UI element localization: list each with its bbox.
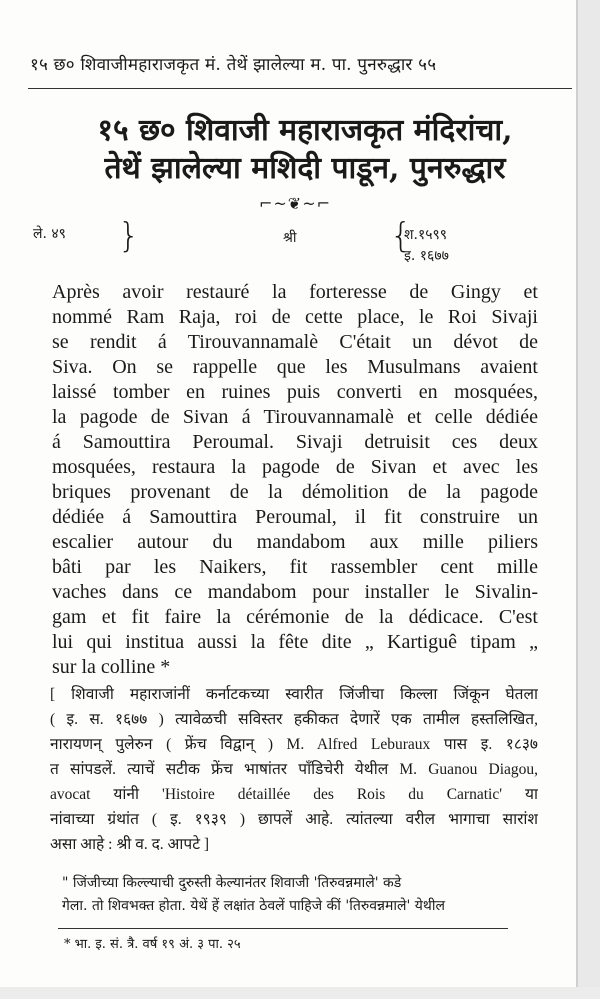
note-line: नांवाच्या ग्रंथांत ( इ. १९३९ ) छापलें आहे. त्यांतल्या वरील भागाचा सारांश <box>50 811 538 828</box>
body-line: vaches dans ce mandabom pour installer le Sivalin- <box>52 581 538 603</box>
page-bottom-edge <box>0 987 600 999</box>
invocation: श्री <box>283 230 297 246</box>
body-line: gam et fit faire la cérémonie de la dédicace. C'est <box>52 606 538 628</box>
body-line: lui qui institua aussi la fête dite „ Kartiguê tipam „ <box>52 631 538 653</box>
note-line: त सांपडलें. त्याचें सटीक फ्रेंच भाषांतर पाँडिचेरी येथील M. Guanou Diagou, <box>50 761 538 778</box>
date-block <box>404 225 449 267</box>
footnote-rule <box>58 928 508 929</box>
body-line: á Samouttira Peroumal. Sivaji detruisit ces deux <box>52 431 538 453</box>
note-line: [ शिवाजी महाराजांनीं कर्नाटकच्या स्वारीत जिंजीचा किल्ला जिंकून घेतला <box>50 686 538 703</box>
body-line: briques provenant de la démolition de la pagode <box>52 481 538 503</box>
left-brace: } <box>118 216 140 256</box>
body-line: escalier autour du mandabom aux mille piliers <box>52 531 538 553</box>
body-line: sur la colline * <box>52 656 171 678</box>
page-edge-shadow <box>576 0 600 999</box>
title-line-2: तेथें झालेल्या मशिदी पाडून, पुनरुद्धार <box>104 151 506 186</box>
body-line: dédiée á Samouttira Peroumal, il fit construire un <box>52 506 538 528</box>
body-line: bâti par les Naikers, fit rassembler cent mille <box>52 556 538 578</box>
body-line: nommé Ram Raja, roi de cette place, le Roi Sivaji <box>52 306 538 328</box>
body-line: mosquées, restaura la pagode de Sivan et avec les <box>52 456 538 478</box>
running-head-rule <box>28 88 572 89</box>
quote-line: गेला. तो शिवभक्त होता. येथें हें लक्षांत ठेवलें पाहिजे कीं 'तिरुवन्नमाले' येथील <box>62 898 445 914</box>
body-line: laissé tomber en ruines puis converti en mosquées, <box>52 381 538 403</box>
running-head: १५ छ० शिवाजीमहाराजकृत मं. तेथें झालेल्या म. पा. पुनरुद्धार ५५ <box>30 55 437 75</box>
body-line: se rendit á Tirouvannamalè C'était un dévot de <box>52 331 538 353</box>
body-line: Après avoir restauré la forteresse de Gingy et <box>52 281 538 303</box>
note-line: ( इ. स. १६७७ ) त्यावेळची सविस्तर हकीकत देणारें एक तामील हस्तलिखित, <box>50 711 538 728</box>
french-passage <box>52 280 538 680</box>
body-line: Siva. On se rappelle que les Musulmans avaient <box>52 356 538 378</box>
ornament-divider: ⌐~❦~⌐ <box>258 194 332 213</box>
translation-quote <box>62 872 538 918</box>
right-brace: { <box>390 216 412 256</box>
date-ad: इ. १६७७ <box>404 248 449 264</box>
note-line: असा आहे : श्री व. द. आपटे ] <box>50 836 210 853</box>
body-line: la pagode de Sivan á Tirouvannamalè et celle dédiée <box>52 406 538 428</box>
letter-number: ले. ४९ <box>33 226 66 242</box>
note-line: नारायणन् पुलेरुन ( फ्रेंच विद्वान् ) M. Alfred Leburaux पास इ. १८३७ <box>50 736 538 753</box>
section-title <box>40 112 570 188</box>
quote-line: " जिंजीच्या किल्ल्याची दुरुस्ती केल्यानंतर शिवाजी 'तिरुवन्नमाले' कडे <box>62 875 402 891</box>
footnote: * भा. इ. सं. त्रै. वर्ष १९ अं. ३ पा. २५ <box>64 937 241 952</box>
editor-note <box>50 682 538 857</box>
date-shaka: श.१५९९ <box>404 227 448 243</box>
note-line: avocat यांनी 'Histoire détaillée des Rois du Carnatic' या <box>50 786 538 803</box>
title-line-1: १५ छ० शिवाजी महाराजकृत मंदिरांचा, <box>97 113 513 148</box>
